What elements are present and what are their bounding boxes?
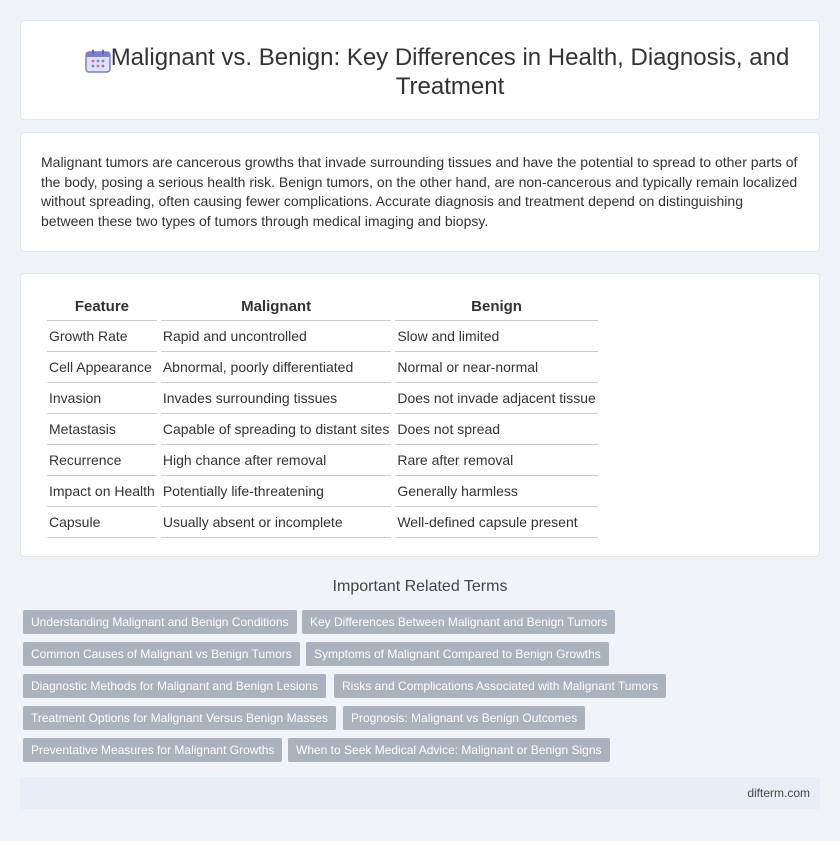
cell-feature: Cell Appearance bbox=[47, 352, 157, 383]
cell-feature: Capsule bbox=[47, 507, 157, 538]
cell-malignant: High chance after removal bbox=[161, 445, 391, 476]
related-term-link[interactable]: Common Causes of Malignant vs Benign Tumors bbox=[23, 642, 300, 666]
related-term-link[interactable]: When to Seek Medical Advice: Malignant or Benign Signs bbox=[288, 738, 610, 762]
cell-benign: Normal or near-normal bbox=[395, 352, 597, 383]
cell-malignant: Rapid and uncontrolled bbox=[161, 321, 391, 352]
cell-malignant: Invades surrounding tissues bbox=[161, 383, 391, 414]
cell-benign: Generally harmless bbox=[395, 476, 597, 507]
summary-card bbox=[20, 132, 820, 252]
cell-benign: Rare after removal bbox=[395, 445, 597, 476]
comparison-table-card bbox=[20, 273, 820, 557]
related-term-link[interactable]: Diagnostic Methods for Malignant and Benign Lesions bbox=[23, 674, 326, 698]
header-feature: Feature bbox=[47, 294, 157, 321]
summary-text: Malignant tumors are cancerous growths that invade surrounding tissues and have the potential to spread to other parts of the body, posing a serious health risk. Benign tumors, on the other hand, are non-cancerous and typically remain localized without spreading, often causing fewer complications. Accurate diagnosis and treatment depend on distinguishing between these two types of tumors through medical imaging and biopsy. bbox=[41, 154, 798, 229]
table-row bbox=[47, 352, 598, 383]
table-row bbox=[47, 476, 598, 507]
table-row bbox=[47, 507, 598, 538]
cell-benign: Slow and limited bbox=[395, 321, 597, 352]
related-term-link[interactable]: Symptoms of Malignant Compared to Benign Growths bbox=[306, 642, 609, 666]
table-header-row bbox=[47, 294, 598, 321]
cell-malignant: Abnormal, poorly differentiated bbox=[161, 352, 391, 383]
cell-benign: Well-defined capsule present bbox=[395, 507, 597, 538]
cell-feature: Invasion bbox=[47, 383, 157, 414]
cell-feature: Recurrence bbox=[47, 445, 157, 476]
related-term-link[interactable]: Key Differences Between Malignant and Benign Tumors bbox=[302, 610, 615, 634]
footer bbox=[20, 777, 820, 809]
table-row bbox=[47, 321, 598, 352]
related-terms-heading: Important Related Terms bbox=[332, 578, 508, 595]
cell-feature: Impact on Health bbox=[47, 476, 157, 507]
related-term-link[interactable]: Preventative Measures for Malignant Growths bbox=[23, 738, 282, 762]
related-term-link[interactable]: Understanding Malignant and Benign Conditions bbox=[23, 610, 297, 634]
table-row bbox=[47, 383, 598, 414]
cell-malignant: Capable of spreading to distant sites bbox=[161, 414, 391, 445]
cell-benign: Does not invade adjacent tissue bbox=[395, 383, 597, 414]
related-term-link[interactable]: Treatment Options for Malignant Versus Benign Masses bbox=[23, 706, 336, 730]
cell-benign: Does not spread bbox=[395, 414, 597, 445]
header-benign: Benign bbox=[395, 294, 597, 321]
cell-malignant: Usually absent or incomplete bbox=[161, 507, 391, 538]
related-term-link[interactable]: Prognosis: Malignant vs Benign Outcomes bbox=[343, 706, 585, 730]
comparison-table bbox=[43, 294, 602, 538]
table-row bbox=[47, 414, 598, 445]
cell-feature: Growth Rate bbox=[47, 321, 157, 352]
table-row bbox=[47, 445, 598, 476]
cell-malignant: Potentially life-threatening bbox=[161, 476, 391, 507]
header-malignant: Malignant bbox=[161, 294, 391, 321]
footer-site-link[interactable]: difterm.com bbox=[747, 786, 810, 800]
related-term-link[interactable]: Risks and Complications Associated with Malignant Tumors bbox=[334, 674, 666, 698]
cell-feature: Metastasis bbox=[47, 414, 157, 445]
page-title: Malignant vs. Benign: Key Differences in Health, Diagnosis, and Treatment bbox=[110, 44, 790, 100]
header-card bbox=[20, 20, 820, 120]
